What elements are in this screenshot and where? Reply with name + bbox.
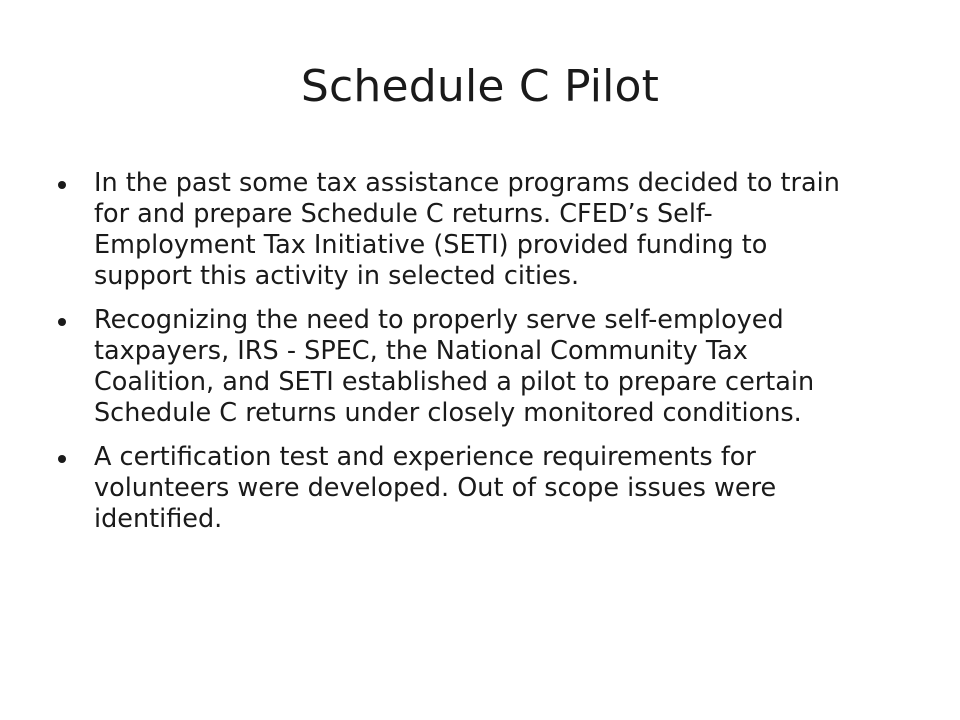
bullet-item	[58, 168, 868, 292]
bullet-dot-icon	[58, 318, 66, 326]
bullet-dot-icon	[58, 181, 66, 189]
bullet-list	[58, 168, 868, 548]
bullet-item	[58, 442, 868, 535]
slide-title: Schedule C Pilot	[300, 61, 660, 112]
bullet-text: A certification test and experience requirements for volunteers were developed. Out of scope issues were identified.	[94, 442, 777, 534]
bullet-text: In the past some tax assistance programs decided to train for and prepare Schedule C returns. CFED’s Self-Employment Tax Initiative (SETI) provided funding to support this activity in selected cities.	[94, 168, 840, 291]
bullet-item	[58, 305, 868, 429]
bullet-dot-icon	[58, 455, 66, 463]
bullet-text: Recognizing the need to properly serve self-employed taxpayers, IRS - SPEC, the National Community Tax Coalition, and SETI established a pilot to prepare certain Schedule C returns under closely monitored conditions.	[94, 305, 815, 428]
